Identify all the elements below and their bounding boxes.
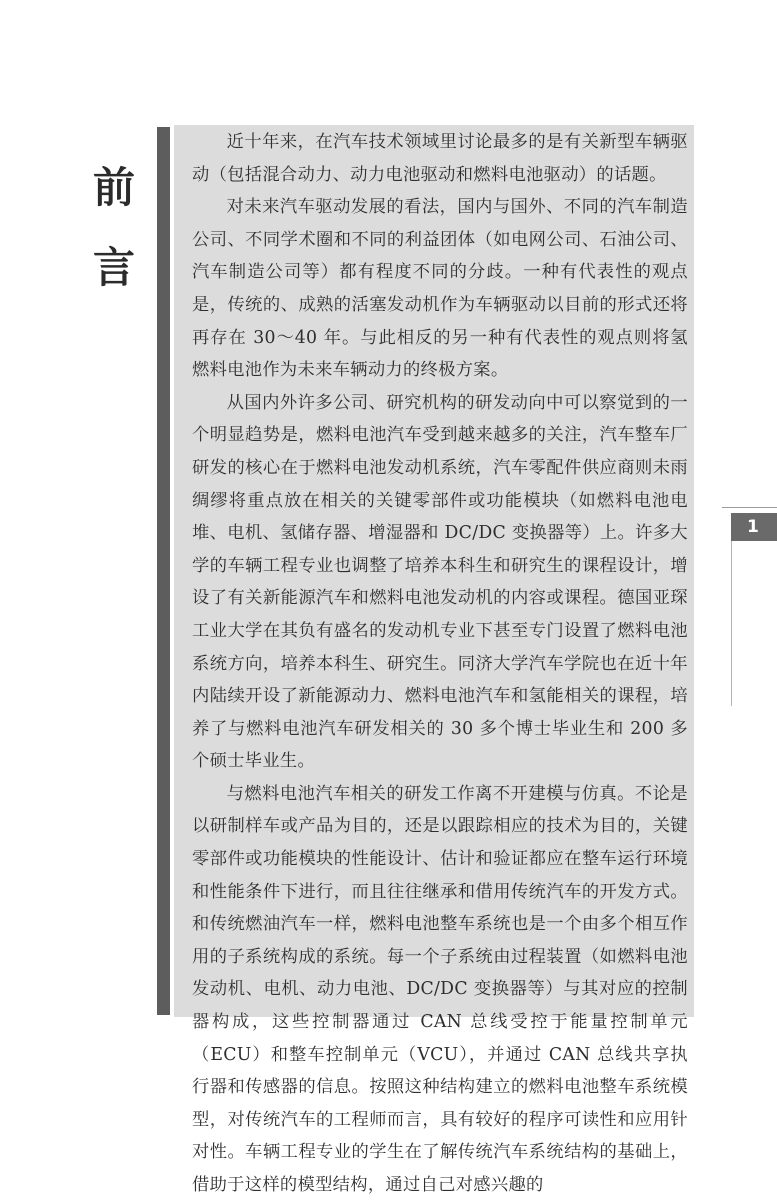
- tab-divider-line: [722, 507, 777, 508]
- section-title: [88, 148, 140, 308]
- paragraph-3: 从国内外许多公司、研究机构的研发动向中可以察觉到的一个明显趋势是，燃料电池汽车受到越来越多的关注，汽车整车厂研发的核心在于燃料电池发动机系统，汽车零配件供应商则未雨绸缪将重点放在相关的关键零部件或功能模块（如燃料电池电堆、电机、氢储存器、增湿器和 DC/DC 变换器等）上。许多大学的车辆工程专业也调整了培养本科生和研究生的课程设计，增设了有关新能源汽车和燃料电池发动机的内容或课程。德国亚琛工业大学在其负有盛名的发动机专业下甚至专门设置了燃料电池系统方向，培养本科生、研究生。同济大学汽车学院也在近十年内陆续开设了新能源动力、燃料电池汽车和氢能相关的课程，培养了与燃料电池汽车研发相关的 30 多个博士毕业生和 200 多个硕士毕业生。: [192, 392, 688, 772]
- paragraph-1: 近十年来，在汽车技术领域里讨论最多的是有关新型车辆驱动（包括混合动力、动力电池驱动和燃料电池驱动）的话题。: [192, 132, 688, 185]
- section-title-char-1: 前: [92, 163, 135, 212]
- paragraph-2: 对未来汽车驱动发展的看法，国内与国外、不同的汽车制造公司、不同学术圈和不同的利益团体（如电网公司、石油公司、汽车制造公司等）都有程度不同的分歧。一种有代表性的观点是，传统的、成熟的活塞发动机作为车辆驱动以目前的形式还将再存在 30～40 年。与此相反的另一种有代表性的观点则将氢燃料电池作为未来车辆动力的终极方案。: [192, 197, 688, 381]
- paragraph-4: 与燃料电池汽车相关的研发工作离不开建模与仿真。不论是以研制样车或产品为目的，还是以跟踪相应的技术为目的，关键零部件或功能模块的性能设计、估计和验证都应在整车运行环境和性能条件下进行，而且往往继承和借用传统汽车的开发方式。和传统燃油汽车一样，燃料电池整车系统也是一个由多个相互作用的子系统构成的系统。每一个子系统由过程装置（如燃料电池发动机、电机、动力电池、DC/DC 变换器等）与其对应的控制器构成，这些控制器通过 CAN 总线受控于能量控制单元（ECU）和整车控制单元（VCU），并通过 CAN 总线共享执行器和传感器的信息。按照这种结构建立的燃料电池整车系统模型，对传统汽车的工程师而言，具有较好的程序可读性和应用针对性。车辆工程专业的学生在了解传统汽车系统结构的基础上，借助于这样的模型结构，通过自己对感兴趣的: [192, 783, 688, 1195]
- tab-vertical-line: [731, 541, 732, 706]
- section-title-char-2: 言: [92, 243, 135, 292]
- page-number: 1: [747, 517, 759, 537]
- page-number-tab: [731, 513, 777, 541]
- decorative-bar: [157, 127, 170, 1015]
- preface-text-block: [174, 125, 694, 1195]
